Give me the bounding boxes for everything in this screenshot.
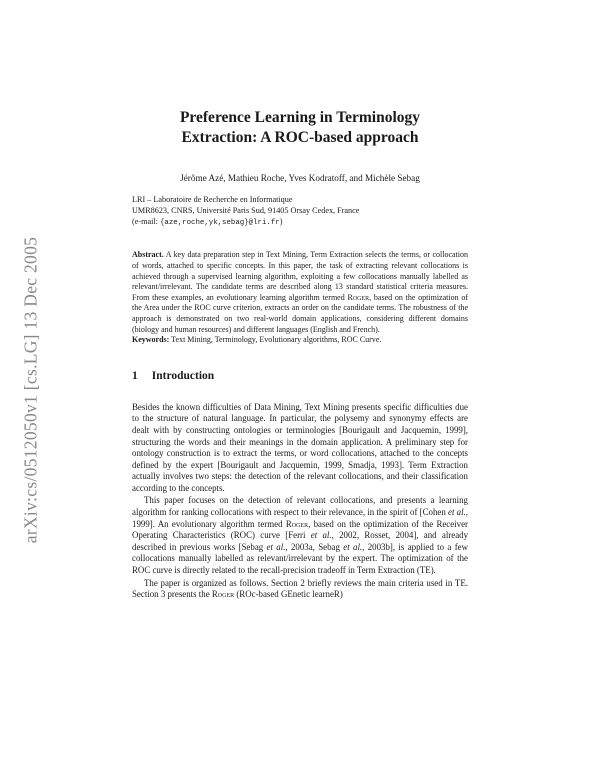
paragraph-1: Besides the known difficulties of Data Mining, Text Mining presents specific difficulties due to the structure of natural language. In particular, the polysemy and synonymy effects are dealt with by constructing ontologies or terminologies [Bourigault and Jacquemin, 1999], structuring the words and their meanings in the domain application. A preliminary step for ontology construction is to extract the terms, or word collocations, attached to the concepts defined by the expert [Bourigault and Jacquemin, 1999, Smadja, 1993]. Term Extraction actually involves two steps: the detection of the relevant collocations, and their classification according to the concepts.	[132, 401, 468, 493]
abstract-text-b: , based on the optimization of the Area under the ROC curve criterion, extracts an order on the candidate terms. The robustness of the approach is demonstrated on two real-world domain applications, considering different domains (biology and human resources) and different languages (English and French).	[132, 292, 469, 334]
abstract	[132, 250, 468, 335]
para2-text-b: , 1999]. An evolutionary algorithm termed	[132, 507, 468, 529]
para2-text-a: This paper focuses on the detection of relevant collocations, and presents a learning algorithm for ranking collocations with respect to their relevance, in the spirit of [Cohen	[132, 495, 468, 518]
para2-roger: Roger	[285, 518, 309, 529]
paragraph-3	[132, 578, 468, 601]
title-line-2: Extraction: A ROC-based approach	[181, 129, 419, 146]
email-address: {aze,roche,yk,sebag}@lri.fr	[159, 218, 280, 227]
para2-etal-3: et al.	[266, 541, 286, 552]
email-prefix: (e-mail:	[132, 216, 160, 226]
arxiv-identifier-text: arXiv:cs/0512050v1 [cs.LG] 13 Dec 2005	[20, 236, 41, 544]
para2-text-f: , 2003b], is applied to a few collocations manually labelled as relevant/irrelevant by the expert. The optimization of the ROC curve is directly related to the recall-precision tradeoff in Term Extraction (TE).	[132, 541, 468, 576]
section-heading-introduction	[132, 369, 468, 383]
affiliation-email-line	[132, 217, 468, 229]
paragraph-2	[132, 495, 468, 576]
para3-roger: Roger	[211, 589, 235, 600]
para2-text-e: , 2003a, Sebag	[285, 541, 344, 552]
para2-etal-4: et al.	[343, 541, 363, 552]
section-number: 1	[132, 369, 138, 382]
para2-text-d: , 2002, Rosset, 2004], and already described in previous works [Sebag	[132, 530, 469, 552]
para2-etal-2: et al.	[310, 530, 332, 541]
affiliation-block	[132, 195, 468, 228]
introduction-body	[132, 402, 468, 601]
keywords-text: Text Mining, Terminology, Evolutionary algorithms, ROC Curve.	[169, 335, 382, 345]
para2-text-c: , based on the optimization of the Receiver Operating Characteristics (ROC) curve [Ferri	[132, 518, 468, 541]
paper-page	[132, 108, 468, 601]
arxiv-side-identifier	[14, 190, 48, 590]
abstract-label: Abstract.	[132, 250, 164, 260]
keywords	[132, 335, 468, 346]
affiliation-line-1: LRI – Laboratoire de Recherche en Informatique	[132, 195, 293, 204]
affiliation-line-2: UMR8623, CNRS, Université Paris Sud, 91405 Orsay Cedex, France	[132, 205, 360, 215]
para3-text-a: The paper is organized as follows. Section 2 briefly reviews the main criteria used in TE. Section 3 presents the	[132, 577, 468, 600]
abstract-text-a: A key data preparation step in Text Mining, Term Extraction selects the terms, or collocation of words, attached to specific concepts. In this paper, the task of extracting relevant collocations is achieved through a supervised learning algorithm, exploiting a few collocations manually labelled as relevant/irrelevant. The candidate terms are described along 13 standard statistical criteria measures. From these examples, an evolutionary learning algorithm termed	[132, 250, 468, 302]
para3-text-b: (ROc-based GEnetic learneR)	[234, 589, 343, 600]
abstract-roger: Roger	[347, 292, 370, 302]
email-suffix: )	[279, 216, 283, 226]
section-title: Introduction	[151, 369, 215, 382]
title-line-1: Preference Learning in Terminology	[179, 109, 421, 126]
para2-etal-1: et al.	[448, 507, 466, 518]
paper-title	[132, 108, 468, 148]
keywords-label: Keywords:	[132, 335, 170, 345]
author-list: Jérôme Azé, Mathieu Roche, Yves Kodratoff, and Michèle Sebag	[180, 173, 420, 183]
